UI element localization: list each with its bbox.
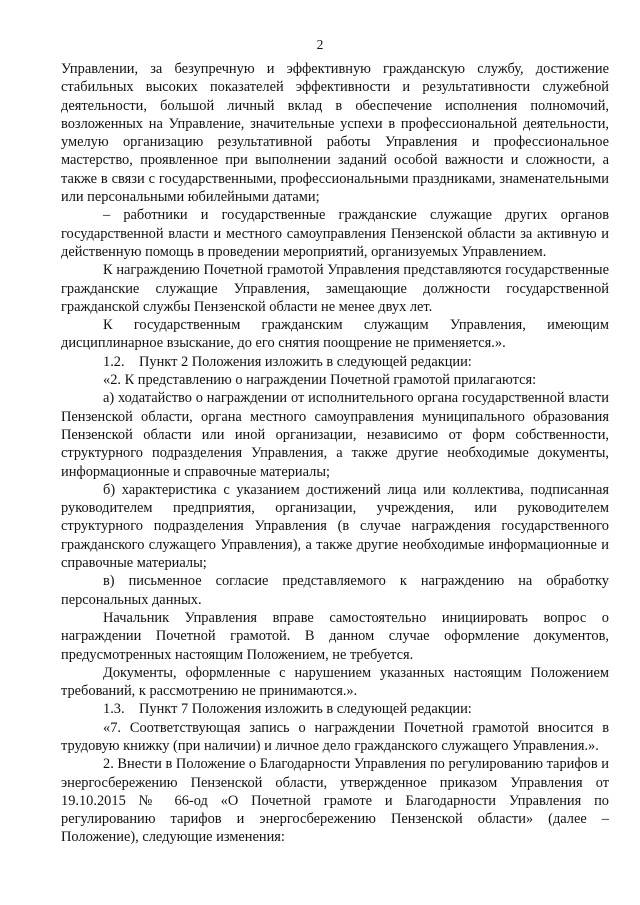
paragraph: Управлении, за безупречную и эффективную гражданскую службу, достижение стабильных высоких показателей эффективности и результативности служебной деятельности, большой личный вклад в обеспечение исполнения полномочий, возложенных на Управление, значительные успехи в профессиональной деятельности, умелую организацию результативной работы Управления и профессиональное мастерство, проявленное при выполнении заданий особой важности и сложности, а также в связи с государственными, профессиональными праздниками, знаменательными или персональными юбилейными датами; xyxy=(61,61,609,206)
paragraph: «7. Соответствующая запись о награждении Почетной грамотой вносится в трудовую книжку (при наличии) и личное дело гражданского служащего Управления.». xyxy=(61,719,609,754)
paragraph: К государственным гражданским служащим Управления, имеющим дисциплинарное взыскание, до его снятия поощрение не применяется.». xyxy=(61,317,609,352)
paragraph: «2. К представлению о награждении Почетной грамотой прилагаются: xyxy=(103,372,537,389)
paragraph: 1.3. Пункт 7 Положения изложить в следующей редакции: xyxy=(103,701,472,718)
paragraph: Документы, оформленные с нарушением указанных настоящим Положением требований, к рассмотрению не принимаются.». xyxy=(61,664,609,700)
paragraph: в) письменное согласие представляемого к награждению на обработку персональных данных. xyxy=(61,573,609,608)
paragraph: а) ходатайство о награждении от исполнительного органа государственной власти Пензенской области, органа местного самоуправления муниципального образования Пензенской области или иной организации, независимо от форм собственности, структурного подразделения Управления, а также другие необходимые документы, информационные и справочные материалы; xyxy=(61,390,609,480)
paragraph: 1.2. Пункт 2 Положения изложить в следующей редакции: xyxy=(103,353,472,370)
paragraph: 2. Внести в Положение о Благодарности Управления по регулированию тарифов и энергосбережению Пензенской области, утвержденное приказом Управления от 19.10.2015 № 66-од «О Почетной грамоте и Благодарности Управления по регулированию тарифов и энергосбережению Пензенской области» (далее – Положение), следующие изменения: xyxy=(61,756,609,846)
paragraph: б) характеристика с указанием достижений лица или коллектива, подписанная руководителем предприятия, организации, учреждения, или руководителем структурного подразделения Управления (в случае награждения государственного гражданского служащего Управления), а также другие необходимые информационные и справочные материалы; xyxy=(61,481,609,572)
paragraph: Начальник Управления вправе самостоятельно инициировать вопрос о награждении Почетной грамотой. В данном случае оформление документов, предусмотренных настоящим Положением, не требуется. xyxy=(61,609,609,663)
paragraph: – работники и государственные гражданские служащие других органов государственной власти и местного самоуправления Пензенской области за активную и действенную помощь в проведении мероприятий, организуемых Управлением. xyxy=(61,207,609,260)
page-number: 2 xyxy=(316,37,324,52)
paragraph: К награждению Почетной грамотой Управления представляются государственные гражданские служащие Управления, замещающие должности государственной гражданской службы Пензенской области не менее двух лет. xyxy=(61,262,609,315)
document-body xyxy=(61,60,609,847)
